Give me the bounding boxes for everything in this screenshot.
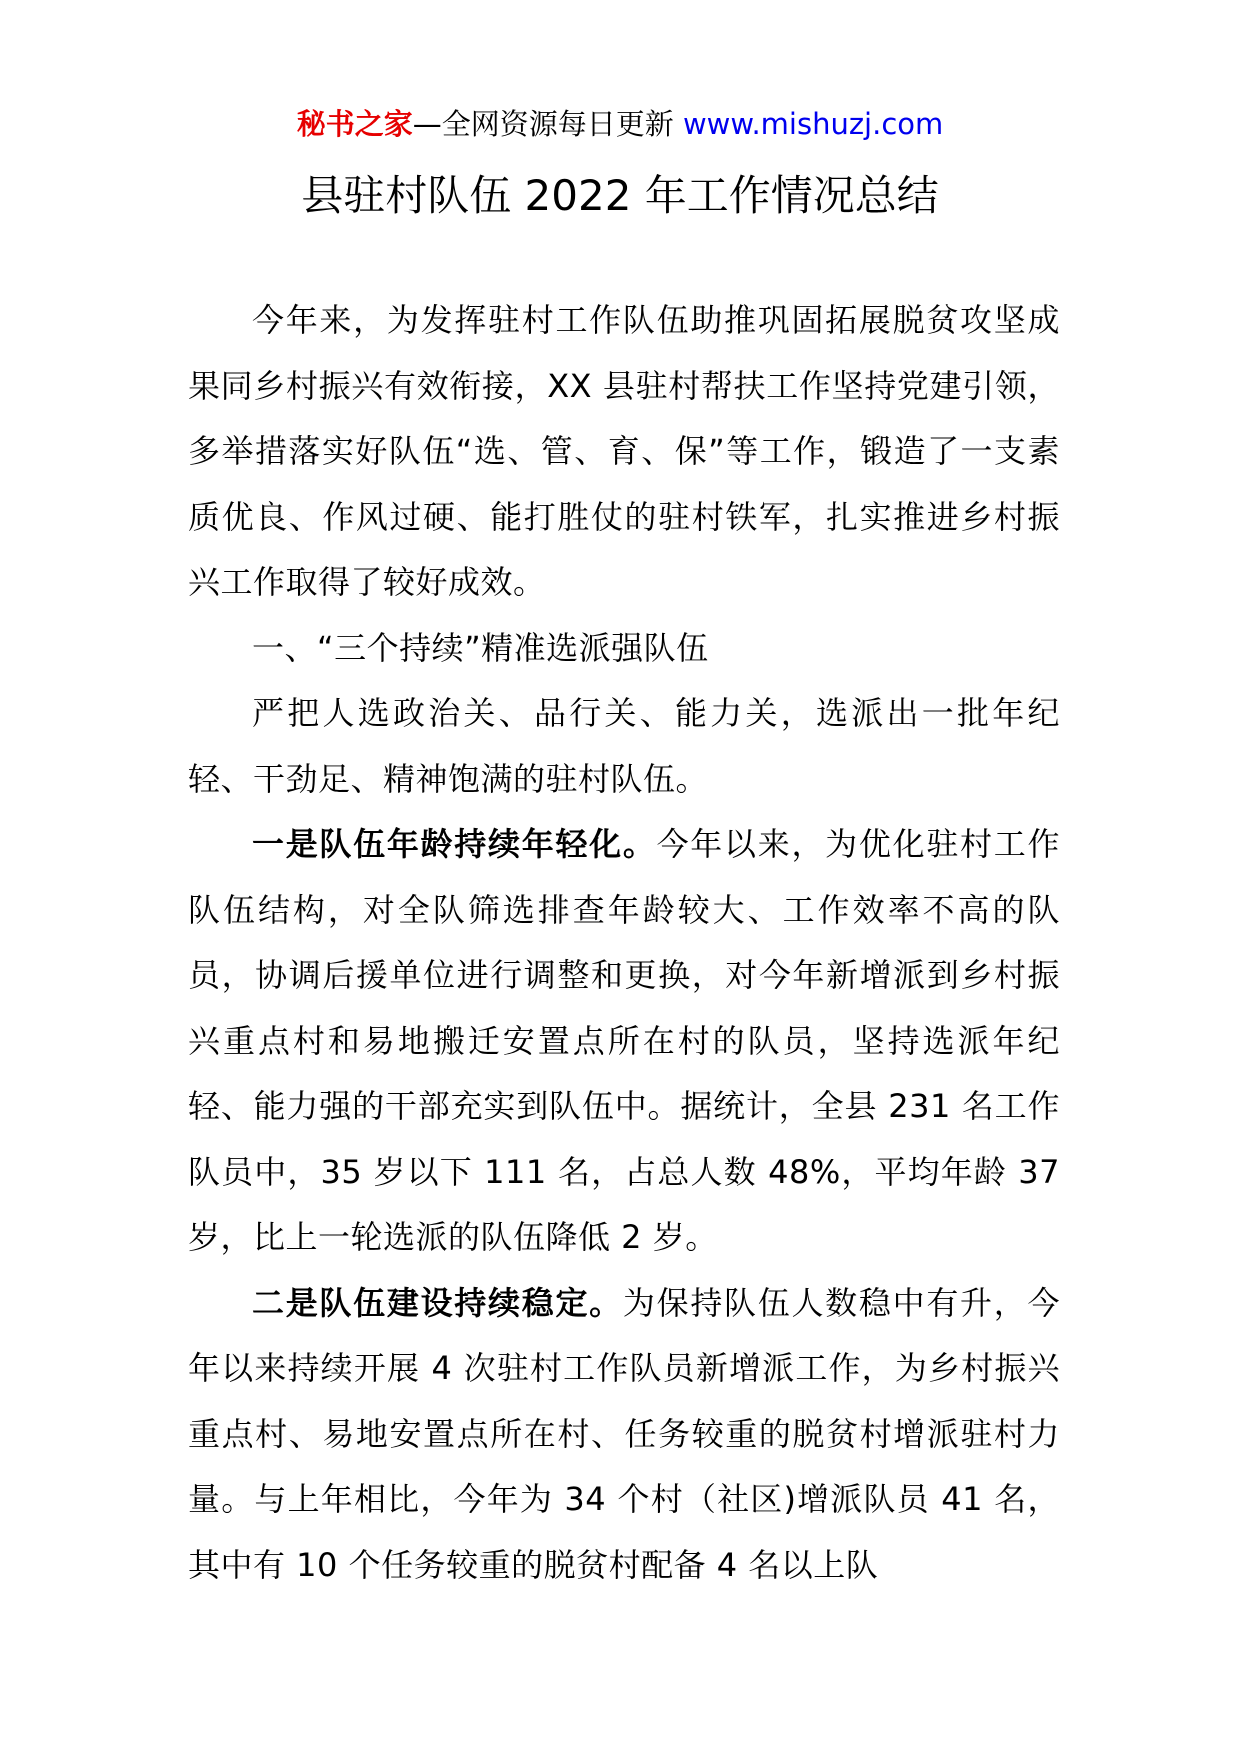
document-title: 县驻村队伍 2022 年工作情况总结 [301, 171, 939, 220]
document-body [188, 288, 1060, 1598]
paragraph-intro [188, 288, 1060, 616]
paragraph-text: 为保持队伍人数稳中有升，今年以来持续开展 4 次驻村工作队员新增派工作，为乡村振兴重点村、易地安置点所在村、任务较重的脱贫村增派驻村力量。与上年相比，今年为 34 个村（社区)增派队员 41 名，其中有 10 个任务较重的脱贫村配备 4 名以上队 [188, 1283, 1060, 1584]
paragraph-lead: 一是队伍年龄持续年轻化。 [252, 825, 657, 863]
section-heading-text: 一、“三个持续”精准选派强队伍 [252, 628, 709, 667]
paragraph-section-intro [188, 681, 1060, 812]
site-header [0, 104, 1240, 144]
section-heading [188, 616, 1060, 682]
site-url-link[interactable]: www.mishuzj.com [682, 107, 944, 141]
paragraph-text: 今年以来，为优化驻村工作队伍结构，对全队筛选排查年龄较大、工作效率不高的队员，协调后援单位进行调整和更换，对今年新增派到乡村振兴重点村和易地搬迁安置点所在村的队员，坚持选派年纪轻、能力强的干部充实到队伍中。据统计，全县 231 名工作队员中，35 岁以下 111 名，占总人数 48%，平均年龄 37 岁，比上一轮选派的队伍降低 2 岁。 [188, 825, 1060, 1256]
paragraph-lead: 二是队伍建设持续稳定。 [252, 1283, 623, 1322]
paragraph-text: 严把人选政治关、品行关、能力关，选派出一批年纪轻、干劲足、精神饱满的驻村队伍。 [188, 694, 1060, 798]
site-brand: 秘书之家 [296, 107, 413, 141]
paragraph-point-one [188, 812, 1060, 1271]
paragraph-point-two [188, 1271, 1060, 1599]
paragraph-text: 今年来，为发挥驻村工作队伍助推巩固拓展脱贫攻坚成果同乡村振兴有效衔接，XX 县驻村帮扶工作坚持党建引领，多举措落实好队伍“选、管、育、保”等工作，锻造了一支素质优良、作风过硬、能打胜仗的驻村铁军，扎实推进乡村振兴工作取得了较好成效。 [188, 301, 1060, 601]
site-tagline: —全网资源每日更新 [412, 107, 683, 141]
